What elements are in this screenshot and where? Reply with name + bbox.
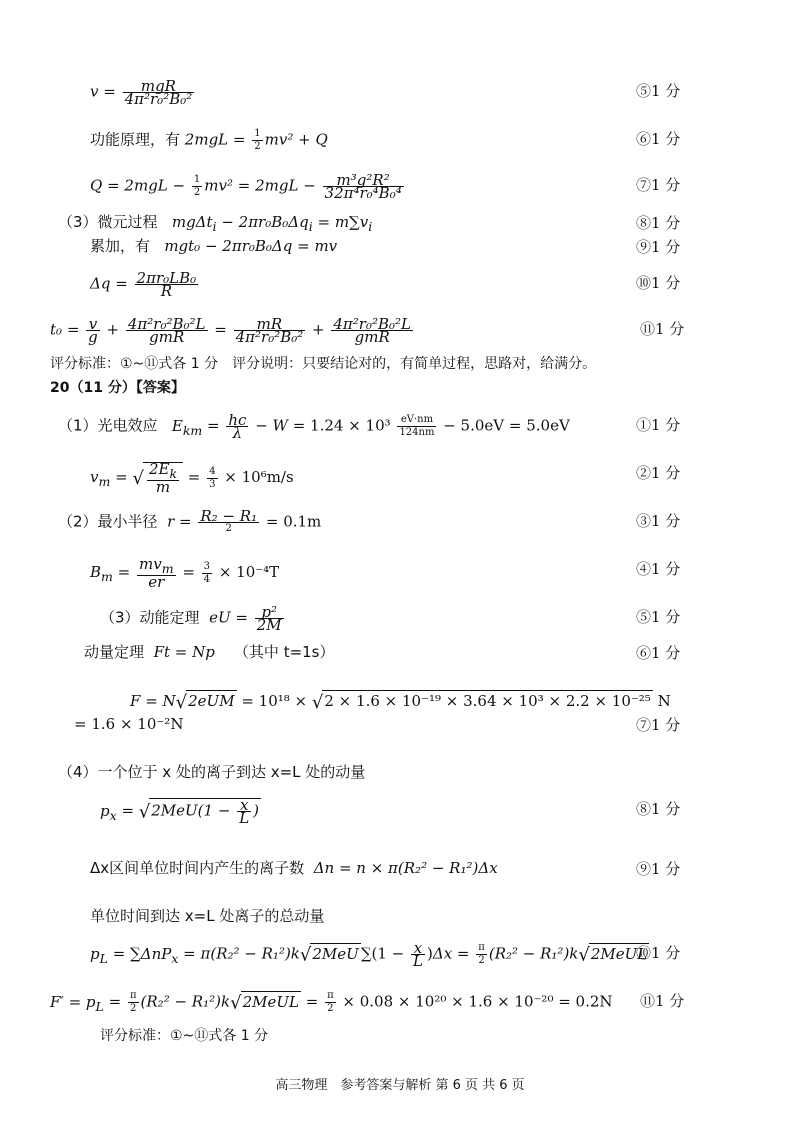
page-footer: 高三物理 参考答案与解析 第 6 页 共 6 页 bbox=[275, 1078, 525, 1093]
micro-process-label: （3）微元过程 bbox=[58, 213, 158, 231]
equation-force: F = N√2eUM = 10¹⁸ × √2 × 1.6 × 10⁻¹⁹ × 3.64 × 10³ × 2.2 × 10⁻²⁵ N bbox=[130, 692, 671, 713]
min-radius-label: （2）最小半径 bbox=[58, 512, 158, 531]
equation-f-prime: $F' = p_L$ = $\frac{\pi}{2}$ (R₂² − R₁²)k√2MeUL = $\frac{\pi}{2}$ × 0.08 × 10²⁰ × 1.6 × 10⁻²⁰ = 0.2N bbox=[50, 990, 613, 1014]
grading-note: 评分标准：①~⑪式各 1 分 bbox=[100, 1028, 269, 1044]
score-label: ⑥1 分 bbox=[636, 644, 681, 662]
score-label: ①1 分 bbox=[636, 416, 681, 434]
score-label: ⑪1 分 bbox=[640, 320, 685, 338]
equation-velocity: v = $\frac{\text{mgR}}{\text{4π²r₀²B₀²}}$ bbox=[90, 77, 193, 108]
equation-kinetic-theorem: （3）动能定理 eU = $\frac{\text{p²}}{2M}$ bbox=[100, 603, 282, 634]
equation-energy-principle: 功能原理，有 2mgL = $\frac{1}{2}$ mv² + Q bbox=[90, 128, 328, 152]
ions-produced-label: Δx区间单位时间内产生的离子数 bbox=[90, 859, 305, 877]
question-20-header: 20（11 分）【答案】 bbox=[50, 380, 185, 396]
equation-micro-process: （3）微元过程 $mg\Delta t_i - 2\pi r_0B_0\Delta q_i = m\sum v_i$ bbox=[58, 213, 373, 234]
score-label: ⑩1 分 bbox=[636, 274, 681, 292]
equation-delta-q: Δq = $\frac{\text{2πr₀LB₀}}{R}$ bbox=[90, 269, 197, 300]
equation-force-result: = 1.6 × 10⁻²N bbox=[74, 715, 184, 733]
score-label: ⑨1 分 bbox=[636, 238, 681, 256]
kinetic-theorem-label: （3）动能定理 bbox=[100, 608, 200, 627]
equation-momentum-theorem: 动量定理 Ft = Np （其中 t=1s） bbox=[84, 643, 335, 661]
total-momentum-label: 单位时间到达 x=L 处离子的总动量 bbox=[90, 907, 325, 925]
score-label: ⑥1 分 bbox=[636, 130, 681, 148]
score-label: ⑩1 分 bbox=[636, 944, 681, 962]
equation-delta-n: Δx区间单位时间内产生的离子数 Δn = n × π(R₂² − R₁²)Δx bbox=[90, 859, 498, 877]
where-t-note: （其中 t=1s） bbox=[233, 643, 335, 661]
equation-photoelectric: （1）光电效应 $E_{km}$ = $\frac{hc}{\lambda}$ − W = 1.24 × 10³ $\frac{eV\cdot nm}{124nm}$ − 5.0eV = 5.0eV bbox=[58, 411, 570, 442]
score-label: ④1 分 bbox=[636, 560, 681, 578]
momentum-theorem-label: 动量定理 bbox=[84, 643, 145, 661]
score-label: ⑤1 分 bbox=[636, 608, 681, 626]
score-label: ⑧1 分 bbox=[636, 214, 681, 232]
score-label: ③1 分 bbox=[636, 512, 681, 530]
equation-accumulate: 累加，有 mgt₀ − 2πr₀B₀Δq = mv bbox=[90, 237, 338, 255]
score-label: ⑦1 分 bbox=[636, 716, 681, 734]
energy-principle-label: 功能原理，有 bbox=[90, 130, 181, 149]
score-label: ⑨1 分 bbox=[636, 860, 681, 878]
grading-note: 评分标准：①~⑪式各 1 分 评分说明：只要结论对的，有简单过程，思路对，给满分。 bbox=[50, 356, 597, 372]
score-label: ⑦1 分 bbox=[636, 176, 681, 194]
equation-pl: $p_L = \sum\Delta nP_x = \pi(R_2^2 - R_1^2)k√2MeU$ ∑(1 − $\frac{x}{L}$ )Δx = $\frac{\pi}{2}$ (R₂² − R₁²)k√2MeUL bbox=[90, 939, 648, 970]
score-label: ⑤1 分 bbox=[636, 82, 681, 100]
equation-t0: t₀ = $\frac{v}{g}$ + $\frac{\text{4π²r₀²B₀²L}}{\text{gmR}}$ = $\frac{mR}{\text{4π²r₀²B₀²}}$ + $\frac{\text{4π²r₀²B₀²L}}{\text{gmR}}$ bbox=[50, 315, 412, 346]
equation-max-field: $B_m$ = $\frac{mv_m}{er}$ = $\frac{3}{4}$ × 10⁻⁴T bbox=[90, 555, 280, 591]
photoelectric-label: （1）光电效应 bbox=[58, 416, 158, 435]
equation-px: $p_x = √2MeU(1$ − $\frac{x}{L}$ ) bbox=[100, 796, 260, 827]
score-label: ②1 分 bbox=[636, 464, 681, 482]
equation-min-radius: （2）最小半径 r = $\frac{\text{R₂ − R₁}}{2}$ = 0.1m bbox=[58, 507, 322, 534]
part-4-label: （4）一个位于 x 处的离子到达 x=L 处的动量 bbox=[58, 763, 366, 781]
score-label: ⑧1 分 bbox=[636, 800, 681, 818]
accumulate-label: 累加，有 bbox=[90, 237, 151, 255]
score-label: ⑪1 分 bbox=[640, 992, 685, 1010]
equation-max-velocity: $v_m$ = √ $\frac{2E_k}{m}$ = $\frac{4}{3}$ × 10⁶m/s bbox=[90, 460, 294, 496]
equation-heat: Q = 2mgL − $\frac{1}{2}$ mv² = 2mgL − $\frac{\text{m³g²R²}}{\text{32π⁴r₀⁴B₀⁴}}$ bbox=[90, 171, 402, 202]
